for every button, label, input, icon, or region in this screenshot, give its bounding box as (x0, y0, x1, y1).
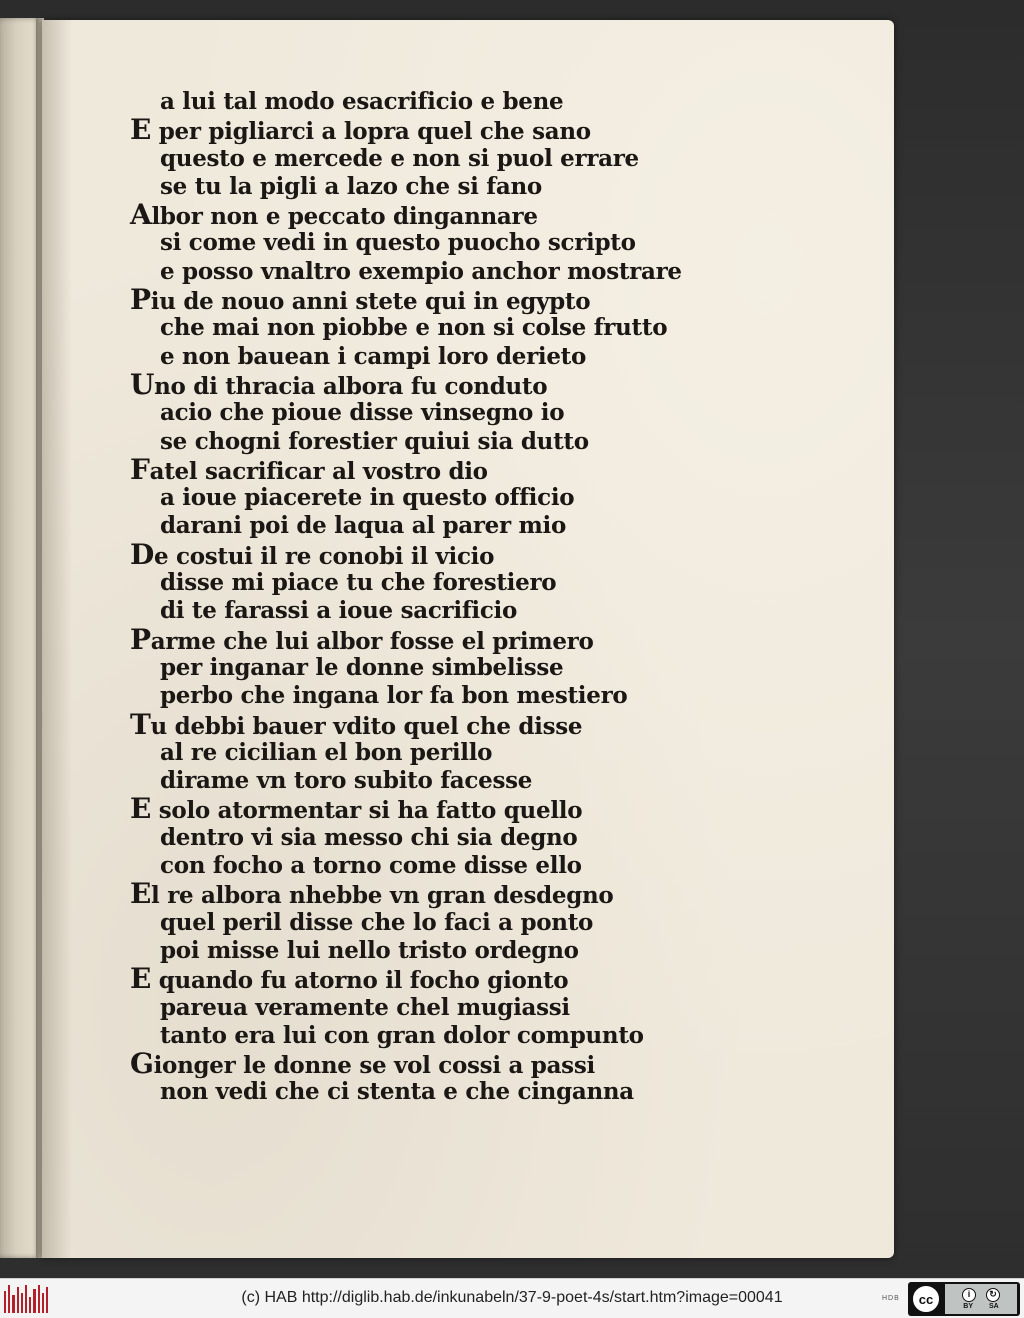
verse-line: Parme che lui albor fosse el primero (130, 622, 594, 656)
verse-line: dentro vi sia messo chi sia degno (160, 823, 578, 851)
verse-line: E solo atormentar si ha fatto quello (130, 792, 583, 826)
verse-line: Albor non e peccato dingannare (130, 198, 538, 232)
page-fold-shadow (42, 20, 72, 1258)
verse-line: acio che pioue disse vinsegno io (160, 399, 565, 427)
verse-line: Tu debbi bauer vdito quel che disse (130, 707, 583, 741)
verse-line: dirame vn toro subito facesse (160, 767, 533, 795)
verse-line: e non bauean i campi loro derieto (160, 342, 587, 370)
verse-line: poi misse lui nello tristo ordegno (160, 936, 579, 964)
verse-line: Piu de nouo anni stete qui in egypto (130, 283, 591, 317)
verse-line: E quando fu atorno il focho gionto (130, 962, 569, 996)
verse-line: al re cicilian el bon perillo (160, 738, 493, 766)
cc-attribution-panel (945, 1284, 1017, 1314)
verse-line: quel peril disse che lo faci a ponto (160, 908, 594, 936)
by-label: BY (963, 1303, 973, 1310)
verse-line: se tu la pigli a lazo che si fano (160, 172, 542, 200)
verse-line: El re albora nhebbe vn gran desdegno (130, 877, 614, 911)
verse-line: di te farassi a ioue sacrificio (160, 597, 518, 625)
footer-credit-link[interactable]: (c) HAB http://diglib.hab.de/inkunabeln/37-9-poet-4s/start.htm?image=00041 (241, 1289, 783, 1306)
sa-label: SA (989, 1303, 999, 1310)
verse-line: De costui il re conobi il vicio (130, 537, 495, 571)
cc-icon: cc (911, 1284, 941, 1314)
verse-line: Uno di thracia albora fu conduto (130, 367, 548, 401)
verse-line: per inganar le donne simbelisse (160, 653, 564, 681)
verse-line: disse mi piace tu che forestiero (160, 569, 557, 597)
verse-line: E per pigliarci a lopra quel che sano (130, 113, 591, 147)
verse-line: Gionger le donne se vol cossi a passi (130, 1047, 595, 1081)
verse-line: questo e mercede e non si puol errare (160, 144, 639, 172)
verse-line: con focho a torno come disse ello (160, 852, 582, 880)
verse-line: si come vedi in questo puocho scripto (160, 229, 636, 257)
share-alike-icon: ↻ (986, 1288, 1000, 1302)
facing-page-edge (0, 18, 40, 1258)
footer-tag: HDB (882, 1295, 900, 1302)
footer-bar (0, 1278, 1024, 1318)
verse-line: e posso vnaltro exempio anchor mostrare (160, 257, 682, 285)
cc-license-badge[interactable] (908, 1282, 1020, 1316)
verse-line: Fatel sacrificar al vostro dio (130, 452, 488, 486)
verse-line: pareua veramente chel mugiassi (160, 993, 570, 1021)
verse-line: non vedi che ci stenta e che cinganna (160, 1078, 634, 1106)
verse-line: a ioue piacerete in questo officio (160, 484, 575, 512)
verse-line: darani poi de laqua al parer mio (160, 512, 567, 540)
verse-line: a lui tal modo esacrificio e bene (160, 88, 564, 115)
verse-line: perbo che ingana lor fa bon mestiero (160, 682, 628, 710)
verse-line: che mai non piobbe e non si colse frutto (160, 314, 668, 342)
person-icon: i (962, 1288, 976, 1302)
verse-line: tanto era lui con gran dolor compunto (160, 1021, 644, 1049)
verse-text-block (130, 88, 682, 1107)
verse-line: se chogni forestier quiui sia dutto (160, 427, 589, 455)
